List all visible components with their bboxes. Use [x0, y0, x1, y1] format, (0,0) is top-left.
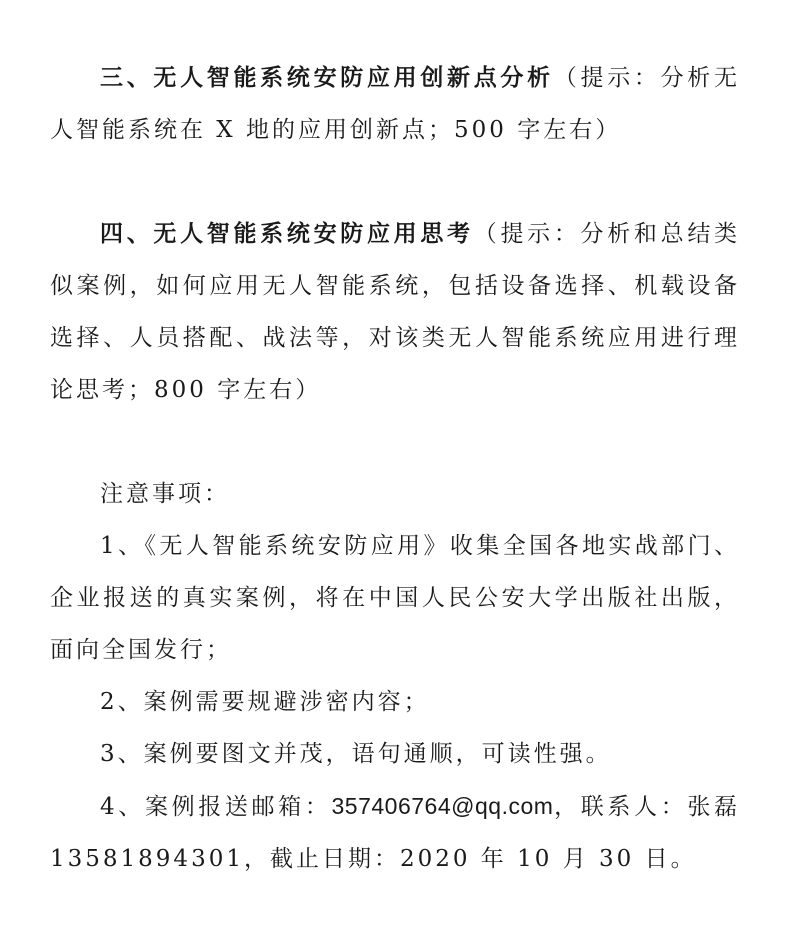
section-3-paragraph: [50, 52, 740, 156]
note-item-1: 1、《无人智能系统安防应用》收集全国各地实战部门、企业报送的真实案例，将在中国人民公安大学出版社出版，面向全国发行；: [50, 533, 740, 663]
note-item-4-prefix: 4、案例报送邮箱：: [100, 794, 332, 820]
notes-title: 注意事项：: [100, 481, 230, 507]
section-3-heading: 三、无人智能系统安防应用创新点分析: [100, 64, 554, 91]
note-item-4: [50, 780, 740, 885]
section-3-hint: （提示：分析无人智能系统在 X 地的应用创新点；500 字左右）: [50, 65, 741, 143]
document-body: [50, 52, 740, 885]
section-4-heading: 四、无人智能系统安防应用思考: [100, 220, 474, 247]
note-item-2: 2、案例需要规避涉密内容；: [100, 689, 430, 715]
section-4-hint: （提示：分析和总结类似案例，如何应用无人智能系统，包括设备选择、机载设备选择、人员搭配、战法等，对该类无人智能系统应用进行理论思考；800 字左右）: [50, 221, 741, 403]
note-item-3: 3、案例要图文并茂，语句通顺，可读性强。: [100, 741, 612, 767]
note-item-4-suffix: ，联系人：张磊 13581894301，截止日期：2020 年 10 月 30 日。: [50, 794, 740, 872]
section-4-paragraph: [50, 208, 740, 416]
contact-email: 357406764@qq.com: [331, 793, 554, 819]
